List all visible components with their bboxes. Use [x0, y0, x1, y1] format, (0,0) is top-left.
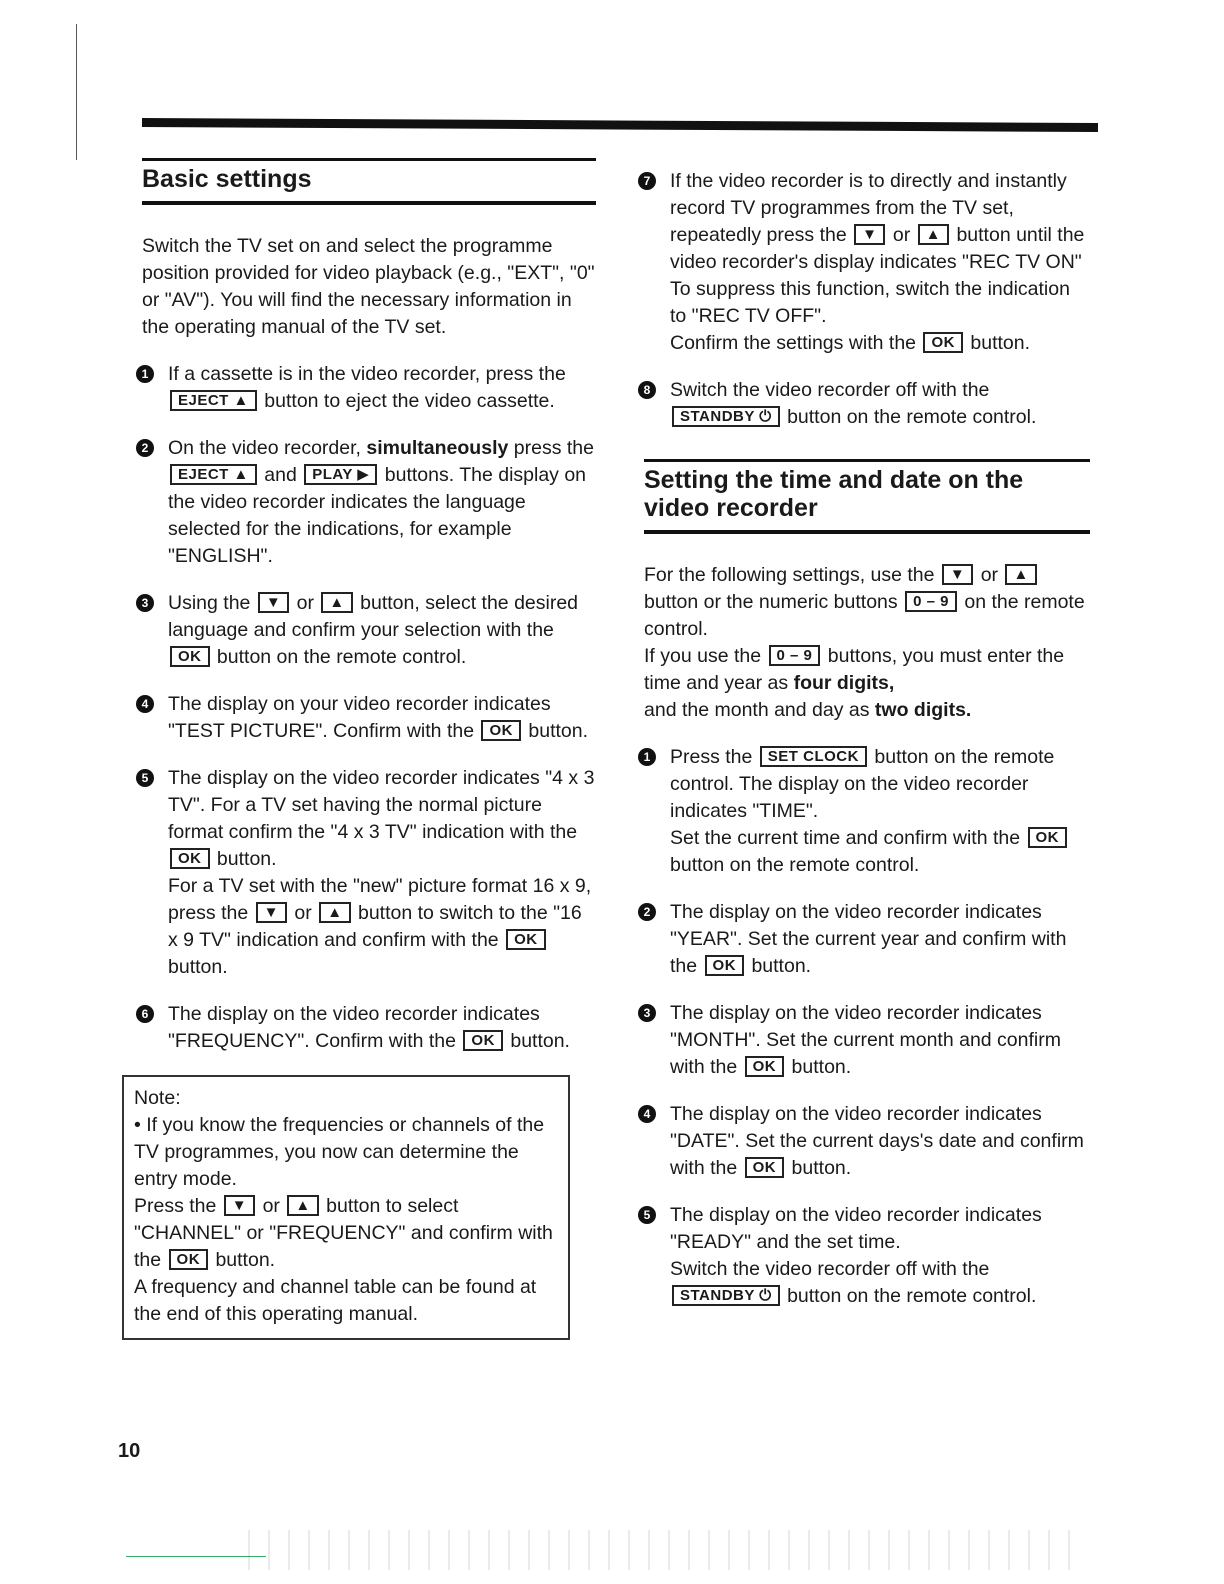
down-key: ▼ [854, 224, 885, 245]
page-number: 10 [118, 1440, 141, 1462]
section-title: Setting the time and date on the video recorder [644, 466, 1024, 522]
up-key: ▲ [918, 224, 949, 245]
eject-key: EJECT ▲ [170, 464, 257, 485]
down-key: ▼ [258, 592, 289, 613]
step-2 [118, 435, 596, 570]
clock-step-2 [620, 899, 1090, 980]
step-text: The display on the video recorder indicates "FREQUENCY". Confirm with the OK button. [168, 1003, 570, 1052]
step-number-badge: 1 [638, 748, 656, 766]
step-list-continued [620, 168, 1090, 431]
step-text: Switch the video recorder off with the STANDBY ⏻ button on the remote control. [670, 379, 1037, 428]
right-column [620, 168, 1090, 1330]
heading-rule-bottom [644, 530, 1090, 534]
ok-key: OK [169, 1249, 209, 1270]
step-5 [118, 765, 596, 981]
numeric-keys: 0 – 9 [769, 645, 821, 666]
heading-rule-bottom [142, 201, 596, 205]
note-line-3: A frequency and channel table can be found at the end of this operating manual. [134, 1276, 537, 1325]
step-text: Using the ▼ or ▲ button, select the desired language and confirm your selection with the OK button on the remote control. [168, 592, 579, 668]
step-number-badge: 4 [136, 695, 154, 713]
section-title: Basic settings [142, 165, 312, 193]
step-number-badge: 6 [136, 1005, 154, 1023]
step-number-badge: 1 [136, 365, 154, 383]
step-number-badge: 4 [638, 1105, 656, 1123]
intro-paragraph: For the following settings, use the ▼ or ▲ button or the numeric buttons 0 – 9 on the remote control. If you use the 0 – 9 buttons, you must enter the time and year as four digits, and the month and day as two digits. [644, 564, 1085, 721]
clock-step-4 [620, 1101, 1090, 1182]
standby-key: STANDBY ⏻ [672, 1285, 780, 1306]
step-text: The display on the video recorder indicates "DATE". Set the current days's date and confirm with the OK button. [670, 1103, 1084, 1179]
step-number-badge: 3 [638, 1004, 656, 1022]
ok-key: OK [745, 1056, 785, 1077]
note-title: Note: [134, 1087, 181, 1109]
scan-noise [230, 1530, 1080, 1570]
set-clock-key: SET CLOCK [760, 746, 867, 767]
step-number-badge: 2 [638, 903, 656, 921]
top-rule [142, 118, 1098, 132]
step-text: The display on your video recorder indicates "TEST PICTURE". Confirm with the OK button. [168, 693, 589, 742]
ok-key: OK [170, 848, 210, 869]
step-number-badge: 2 [136, 439, 154, 457]
up-key: ▲ [319, 902, 350, 923]
step-text: The display on the video recorder indicates "YEAR". Set the current year and confirm with the OK button. [670, 901, 1067, 977]
step-text: If the video recorder is to directly and instantly record TV programmes from the TV set, repeatedly press the ▼ or ▲ button until the video recorder's display indicates "REC TV ON" To suppress this function, switch the indication to "REC TV OFF". Confirm the settings with the OK button. [670, 170, 1085, 354]
ok-key: OK [170, 646, 210, 667]
step-6 [118, 1001, 596, 1055]
step-list [118, 361, 596, 1055]
step-number-badge: 7 [638, 172, 656, 190]
step-text: If a cassette is in the video recorder, press the EJECT ▲ button to eject the video cassette. [168, 363, 566, 412]
step-3 [118, 590, 596, 671]
step-number-badge: 3 [136, 594, 154, 612]
ok-key: OK [705, 955, 745, 976]
step-7 [620, 168, 1090, 357]
clock-step-5 [620, 1202, 1090, 1310]
note-line-1: • If you know the frequencies or channels of the TV programmes, you now can determine the entry mode. [134, 1114, 545, 1190]
heading-rule-top [142, 158, 596, 161]
ok-key: OK [923, 332, 963, 353]
play-key: PLAY ▶ [304, 464, 377, 485]
step-number-badge: 5 [638, 1206, 656, 1224]
down-key: ▼ [224, 1195, 255, 1216]
step-text: The display on the video recorder indicates "4 x 3 TV". For a TV set having the normal picture format confirm the "4 x 3 TV" indication with the OK button. For a TV set with the "new" picture format 16 x 9, press the ▼ or ▲ button to switch to the "16 x 9 TV" indication and confirm with the OK button. [168, 767, 595, 978]
step-8 [620, 377, 1090, 431]
ok-key: OK [481, 720, 521, 741]
down-key: ▼ [256, 902, 287, 923]
eject-key: EJECT ▲ [170, 390, 257, 411]
clock-step-3 [620, 1000, 1090, 1081]
step-text: The display on the video recorder indicates "MONTH". Set the current month and confirm with the OK button. [670, 1002, 1061, 1078]
down-key: ▼ [942, 564, 973, 585]
ok-key: OK [463, 1030, 503, 1051]
intro-paragraph: Switch the TV set on and select the programme position provided for video playback (e.g., "EXT", "0" or "AV"). You will find the necessary information in the operating manual of the TV set. [142, 235, 595, 338]
time-date-steps [620, 744, 1090, 1310]
ok-key: OK [506, 929, 546, 950]
ok-key: OK [1028, 827, 1068, 848]
up-key: ▲ [321, 592, 352, 613]
step-1 [118, 361, 596, 415]
numeric-keys: 0 – 9 [905, 591, 957, 612]
scan-artifact-line [76, 24, 77, 160]
step-text: Press the SET CLOCK button on the remote control. The display on the video recorder indicates "TIME". Set the current time and confirm with the OK button on the remote control. [670, 744, 1090, 879]
clock-step-1 [620, 744, 1090, 879]
standby-key: STANDBY ⏻ [672, 406, 780, 427]
up-key: ▲ [1005, 564, 1036, 585]
left-column [118, 158, 596, 1340]
section-header-basic-settings [142, 158, 596, 205]
step-4 [118, 691, 596, 745]
heading-rule-top [644, 459, 1090, 462]
up-key: ▲ [287, 1195, 318, 1216]
step-number-badge: 8 [638, 381, 656, 399]
note-box [122, 1075, 570, 1340]
section-header-time-date [644, 459, 1090, 534]
note-line-2: Press the ▼ or ▲ button to select "CHANNEL" or "FREQUENCY" and confirm with the OK button. [134, 1195, 553, 1271]
step-text: The display on the video recorder indicates "READY" and the set time. Switch the video recorder off with the STANDBY ⏻ button on the remote control. [670, 1204, 1042, 1307]
step-text: On the video recorder, simultaneously press the EJECT ▲ and PLAY ▶ buttons. The display on the video recorder indicates the language selected for the indications, for example "ENGLISH". [168, 437, 594, 567]
ok-key: OK [745, 1157, 785, 1178]
step-number-badge: 5 [136, 769, 154, 787]
